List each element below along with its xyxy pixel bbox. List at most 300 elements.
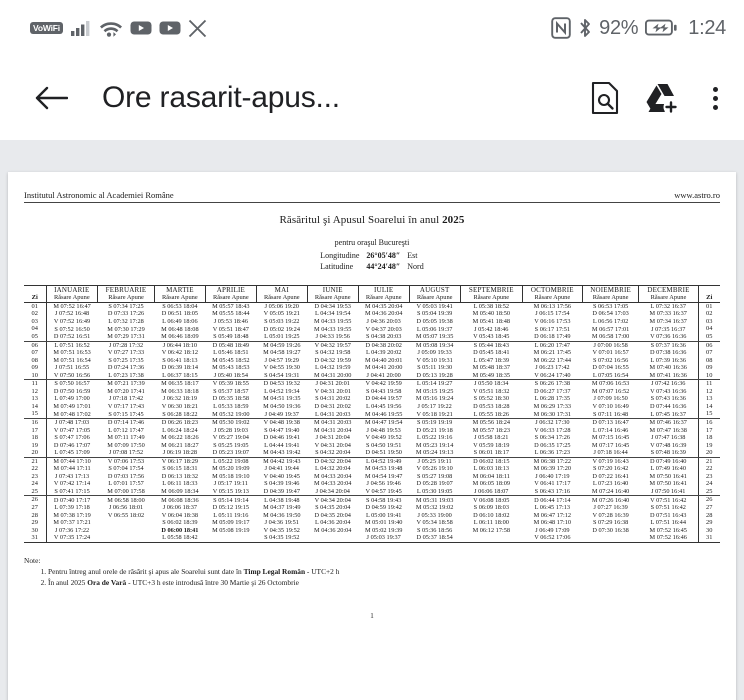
- table-subheader-rasare-apune: Răsare Apune: [522, 294, 582, 302]
- note-item: [48, 577, 720, 588]
- row-cell-aprilie: J 05:40 18:54: [205, 372, 256, 380]
- row-cell-iunie: S 04:35 20:04: [315, 504, 351, 512]
- row-cell-septembrie: S 06:09 18:03: [473, 504, 509, 512]
- row-cell-aprilie: S 05:14 19:14: [213, 496, 249, 504]
- row-day-left: 20: [24, 449, 46, 457]
- table-row: [24, 341, 720, 349]
- row-cell-august: V 05:10 19:31: [416, 356, 453, 364]
- row-cell-noiembrie: M 06:57 17:01: [591, 325, 630, 333]
- note-item: [48, 566, 720, 577]
- row-cell-septembrie: V 05:51 18:32: [473, 387, 510, 395]
- row-day-right: 07: [698, 349, 720, 357]
- row-cell-iunie: D 04:32 19:59: [314, 356, 351, 364]
- row-cell-noiembrie: V 07:01 16:57: [592, 349, 629, 357]
- row-day-right: 21: [698, 457, 720, 465]
- table-subheader-rasare-apune: Răsare Apune: [582, 294, 639, 302]
- row-day-left: 06: [24, 341, 46, 349]
- row-cell-noiembrie: L 07:05 16:54: [582, 372, 639, 380]
- row-day-left: 28: [24, 512, 46, 520]
- row-cell-octombrie: V 06:16 17:53: [534, 317, 571, 325]
- row-cell-octombrie: L 06:20 17:47: [534, 341, 571, 349]
- row-cell-martie: S 06:41 18:13: [162, 356, 198, 364]
- row-cell-februarie: M 07:00 17:58: [98, 488, 155, 496]
- row-day-left: 04: [24, 325, 46, 333]
- row-day-left: 19: [24, 442, 46, 450]
- row-cell-decembrie: M 07:46 16:37: [649, 419, 687, 427]
- row-day-right: 16: [698, 419, 720, 427]
- row-cell-ianuarie: D 07:50 16:59: [53, 387, 91, 395]
- row-day-right: 30: [698, 527, 720, 535]
- row-cell-ianuarie: M 07:51 16:53: [53, 349, 91, 357]
- row-cell-decembrie: D 07:44 16:36: [650, 402, 687, 410]
- row-cell-februarie: L 07:01 17:57: [108, 480, 144, 488]
- row-cell-iulie: J 05:03 19:37: [358, 534, 409, 542]
- document-title-year: 2025: [442, 214, 465, 226]
- table-row: [24, 534, 720, 542]
- row-cell-octombrie: M 06:21 17:45: [533, 349, 572, 357]
- row-cell-martie: M 06:33 18:18: [161, 387, 199, 395]
- row-cell-iunie: M 04:31 20:03: [314, 419, 352, 427]
- row-cell-februarie: M 06:58 18:00: [107, 496, 145, 504]
- row-day-left: 12: [24, 388, 46, 396]
- row-day-right: 26: [698, 496, 720, 504]
- table-header-month-martie: MARTIE: [154, 285, 205, 294]
- row-cell-martie: V 06:04 18:38: [161, 511, 199, 519]
- row-cell-iunie: M 04:33 19:55: [314, 317, 352, 325]
- row-cell-octombrie: J 06:32 17:30: [535, 419, 570, 427]
- row-cell-iunie: D 04:31 20:02: [314, 402, 351, 410]
- row-cell-septembrie: J 05:42 18:46: [474, 325, 509, 333]
- table-row: [24, 519, 720, 527]
- row-cell-noiembrie: M 07:17 16:45: [591, 441, 630, 449]
- latitude-value: 44°24′48″: [366, 262, 401, 272]
- row-day-right: 08: [698, 357, 720, 365]
- row-cell-noiembrie: J 07:00 16:58: [593, 341, 628, 349]
- row-cell-aprilie: M 05:09 19:17: [212, 519, 250, 527]
- table-row: [24, 488, 720, 496]
- row-cell-octombrie: M 06:39 17:20: [533, 465, 572, 473]
- row-cell-noiembrie: J 07:18 16:44: [582, 449, 639, 457]
- row-cell-februarie: J 07:28 17:32: [108, 341, 144, 349]
- row-day-left: 16: [24, 419, 46, 427]
- row-cell-decembrie: M 07:33 16:37: [649, 310, 687, 318]
- row-cell-martie: V 06:42 18:12: [161, 349, 199, 357]
- row-cell-aprilie: [205, 534, 256, 542]
- row-day-left: 11: [24, 380, 46, 388]
- row-cell-iulie: M 04:41 20:00: [364, 364, 403, 372]
- row-day-left: 27: [24, 504, 46, 512]
- row-cell-martie: M 06:46 18:09: [154, 333, 205, 341]
- row-cell-aprilie: M 05:57 18:43: [212, 302, 250, 310]
- row-cell-noiembrie: M 07:07 16:52: [591, 387, 630, 395]
- row-cell-ianuarie: S 07:52 16:50: [54, 325, 90, 333]
- row-cell-august: D 05:05 19:38: [416, 317, 453, 325]
- row-cell-aprilie: J 05:28 19:03: [213, 426, 248, 434]
- row-cell-octombrie: D 06:27 17:37: [534, 387, 571, 395]
- row-day-right: 13: [698, 395, 720, 403]
- row-cell-mai: V 04:35 19:52: [263, 526, 300, 534]
- latitude-label: Latitudine: [320, 262, 354, 272]
- row-cell-octombrie: V 06:24 17:40: [522, 372, 582, 380]
- row-cell-septembrie: V 06:08 18:05: [473, 496, 510, 504]
- row-cell-mai: M 04:50 19:36: [263, 402, 301, 410]
- row-cell-august: J 05:17 19:22: [417, 402, 452, 410]
- row-cell-octombrie: M 06:29 17:33: [533, 402, 572, 410]
- row-cell-februarie: J 07:08 17:52: [98, 449, 155, 457]
- row-day-left: 17: [24, 427, 46, 435]
- row-day-right: 01: [698, 302, 720, 310]
- row-cell-ianuarie: D 07:40 17:17: [53, 496, 91, 504]
- row-cell-iulie: M 04:53 19:48: [364, 465, 403, 473]
- row-cell-iunie: J 04:34 20:04: [307, 488, 358, 496]
- note-2-text-b: Ora de Vară: [87, 577, 127, 587]
- row-cell-septembrie: J 05:50 18:34: [474, 380, 509, 388]
- row-cell-februarie: D 07:14 17:46: [107, 419, 145, 427]
- row-cell-februarie: D 07:24 17:36: [107, 364, 145, 372]
- row-cell-iulie: D 04:59 19:42: [365, 504, 402, 512]
- row-cell-iunie: V 04:31 20:01: [314, 387, 351, 395]
- pdf-viewer[interactable]: [0, 140, 744, 700]
- table-row: [24, 527, 720, 535]
- row-cell-august: M 05:24 19:13: [409, 449, 460, 457]
- row-cell-februarie: M 07:09 17:50: [107, 441, 145, 449]
- row-day-right: 06: [698, 341, 720, 349]
- row-cell-august: S 05:36 18:56: [416, 526, 453, 534]
- more-options-icon[interactable]: [705, 83, 726, 114]
- row-cell-iunie: M 04:31 20:00: [307, 372, 358, 380]
- table-header-zi-left: [24, 285, 46, 294]
- row-cell-august: M 05:31 19:03: [415, 496, 454, 504]
- row-cell-august: V 05:34 18:58: [416, 519, 453, 527]
- back-arrow-icon[interactable]: [34, 84, 68, 112]
- row-cell-martie: M 06:35 18:17: [161, 380, 199, 388]
- row-cell-ianuarie: D 07:52 16:51: [46, 333, 98, 341]
- row-day-right: 23: [698, 473, 720, 481]
- row-cell-octombrie: J 06:40 17:19: [535, 472, 570, 480]
- document-title: [24, 214, 720, 226]
- row-cell-mai: D 04:53 19:32: [263, 380, 300, 388]
- table-header-zi-right: [698, 285, 720, 294]
- row-cell-mai: J 04:41 19:44: [264, 465, 299, 473]
- status-bar-left-icons: [30, 19, 207, 38]
- row-cell-octombrie: M 06:47 17:12: [533, 511, 572, 519]
- row-cell-ianuarie: D 07:46 17:07: [53, 441, 91, 449]
- table-row: [24, 465, 720, 473]
- row-cell-ianuarie: J 07:52 16:48: [54, 310, 90, 318]
- row-cell-iulie: J 04:36 20:03: [366, 317, 401, 325]
- row-cell-martie: D 06:51 18:05: [161, 310, 199, 318]
- row-cell-octombrie: M 06:48 17:10: [533, 519, 572, 527]
- row-cell-mai: J 04:49 19:37: [256, 410, 307, 418]
- battery-charging-icon: [645, 18, 677, 38]
- document-header: [24, 190, 720, 203]
- coordinates: [320, 250, 423, 273]
- table-row: [24, 388, 720, 396]
- row-cell-februarie: S 07:34 17:25: [108, 302, 144, 310]
- row-cell-ianuarie: J 07:43 17:13: [54, 472, 90, 480]
- row-cell-iunie: L 04:36 20:04: [315, 519, 351, 527]
- row-day-right: 25: [698, 488, 720, 496]
- row-cell-august: V 05:18 19:21: [409, 410, 460, 418]
- row-cell-mai: M 04:37 19:49: [263, 504, 301, 512]
- table-row: [24, 410, 720, 418]
- row-cell-noiembrie: M 07:24 16:40: [582, 488, 639, 496]
- row-day-right: 10: [698, 372, 720, 380]
- row-cell-august: V 05:03 19:41: [416, 302, 453, 310]
- row-cell-iulie: S 04:50 19:51: [366, 441, 402, 449]
- row-cell-februarie: M 07:11 17:49: [107, 434, 145, 442]
- row-day-left: 26: [24, 496, 46, 504]
- row-cell-aprilie: J 05:17 19:11: [213, 480, 248, 488]
- row-cell-martie: M 06:08 18:36: [161, 496, 199, 504]
- row-day-left: 15: [24, 410, 46, 418]
- row-cell-iulie: D 04:44 19:57: [365, 395, 402, 403]
- row-cell-mai: J 05:06 19:20: [264, 302, 299, 310]
- row-cell-noiembrie: [582, 534, 639, 542]
- row-cell-septembrie: M 05:41 18:48: [472, 317, 511, 325]
- table-row: [24, 504, 720, 512]
- row-cell-aprilie: L 05:33 18:59: [213, 402, 249, 410]
- row-cell-august: M 05:15 19:25: [415, 387, 454, 395]
- row-cell-ianuarie: M 07:37 17:21: [53, 519, 91, 527]
- row-cell-iunie: D 04:35 20:04: [314, 511, 351, 519]
- row-cell-octombrie: S 06:34 17:26: [534, 434, 571, 442]
- website-label: www.astro.ro: [674, 190, 720, 200]
- row-cell-noiembrie: D 07:04 16:55: [592, 364, 629, 372]
- row-day-right: 15: [698, 410, 720, 418]
- row-cell-octombrie: M 06:38 17:22: [533, 457, 572, 465]
- row-day-left: 22: [24, 465, 46, 473]
- row-cell-august: D 05:37 18:54: [409, 534, 460, 542]
- table-row: [24, 403, 720, 411]
- table-subheader-rasare-apune: Răsare Apune: [307, 294, 358, 302]
- row-cell-septembrie: [460, 534, 522, 542]
- table-row: [24, 310, 720, 318]
- row-cell-iulie: L 04:45 19:56: [365, 402, 402, 410]
- row-cell-martie: S 06:53 18:04: [162, 302, 198, 310]
- table-row: [24, 512, 720, 520]
- row-cell-august: M 05:23 19:14: [415, 441, 454, 449]
- row-cell-februarie: D 07:33 17:26: [107, 310, 145, 318]
- table-row: [24, 480, 720, 488]
- row-cell-martie: L 06:11 18:33: [162, 480, 198, 488]
- row-day-right: 14: [698, 403, 720, 411]
- table-row: [24, 434, 720, 442]
- row-cell-mai: J 04:57 19:29: [264, 356, 299, 364]
- row-cell-iunie: [307, 534, 358, 542]
- row-day-right: 29: [698, 519, 720, 527]
- row-cell-august: S 05:27 19:08: [416, 472, 453, 480]
- table-row: [24, 372, 720, 380]
- youtube-music-icon: [159, 20, 181, 36]
- row-day-right: 09: [698, 364, 720, 372]
- row-cell-iunie: L 04:34 19:54: [315, 310, 351, 318]
- row-cell-august: V 05:26 19:10: [416, 465, 453, 473]
- row-cell-iulie: V 04:42 19:59: [365, 380, 402, 388]
- row-cell-septembrie: J 05:58 18:21: [474, 434, 509, 442]
- row-cell-septembrie: M 06:12 17:58: [472, 526, 511, 534]
- row-day-right: 11: [698, 380, 720, 388]
- row-cell-aprilie: L 05:22 19:08: [213, 457, 249, 465]
- row-day-left: 10: [24, 372, 46, 380]
- row-day-left: 29: [24, 519, 46, 527]
- row-cell-mai: S 04:47 19:40: [264, 426, 300, 434]
- page-title: Ore rasarit-apus...: [102, 81, 340, 114]
- row-cell-octombrie: L 06:28 17:35: [534, 395, 571, 403]
- row-cell-ianuarie: L 07:45 17:09: [46, 449, 98, 457]
- row-cell-septembrie: S 06:01 18:17: [460, 449, 522, 457]
- row-cell-aprilie: M 05:55 18:44: [212, 310, 250, 318]
- row-cell-februarie: V 07:06 17:53: [107, 457, 145, 465]
- row-cell-mai: M 04:42 19:43: [263, 457, 301, 465]
- table-row: [24, 419, 720, 427]
- row-cell-noiembrie: L 07:23 16:40: [592, 480, 629, 488]
- row-cell-noiembrie: S 07:20 16:42: [592, 465, 629, 473]
- row-cell-mai: M 04:59 19:26: [263, 341, 301, 349]
- row-cell-ianuarie: V 07:35 17:24: [46, 534, 98, 542]
- table-row: [24, 364, 720, 372]
- row-cell-martie: J 06:44 18:10: [162, 341, 198, 349]
- row-day-left: 09: [24, 364, 46, 372]
- row-cell-martie: J 06:06 18:37: [162, 504, 198, 512]
- note-1-text-b: Timp Legal Român: [243, 566, 306, 576]
- row-cell-noiembrie: L 06:56 17:02: [592, 317, 629, 325]
- table-row: [24, 302, 720, 310]
- status-bar-right-icons: [551, 17, 726, 40]
- row-cell-noiembrie: V 07:19 16:43: [592, 457, 629, 465]
- row-cell-octombrie: S 06:26 17:38: [534, 380, 571, 388]
- row-day-left: 24: [24, 480, 46, 488]
- row-cell-aprilie: D 05:23 19:07: [205, 449, 256, 457]
- row-cell-august: L 05:06 19:37: [416, 325, 453, 333]
- row-cell-noiembrie: V 07:10 16:49: [592, 402, 629, 410]
- row-cell-iunie: V 04:32 19:57: [314, 341, 351, 349]
- table-subheader-rasare-apune: Răsare Apune: [46, 294, 98, 302]
- row-cell-decembrie: L 07:39 16:36: [650, 356, 686, 364]
- row-cell-aprilie: D 05:12 19:15: [212, 504, 250, 512]
- signal-icon: [70, 19, 92, 37]
- row-cell-mai: L 05:01 19:25: [256, 333, 307, 341]
- row-cell-februarie: S 07:25 17:35: [108, 356, 144, 364]
- row-cell-martie: S 06:15 18:31: [162, 465, 198, 473]
- row-cell-iunie: V 04:34 20:04: [314, 496, 351, 504]
- table-header-month-ianuarie: IANUARIE: [46, 285, 98, 294]
- notes-label: Note:: [24, 555, 41, 565]
- row-day-left: 23: [24, 473, 46, 481]
- row-cell-mai: D 04:39 19:47: [256, 488, 307, 496]
- row-cell-martie: M 06:22 18:26: [161, 434, 199, 442]
- row-cell-septembrie: M 06:04 18:11: [472, 472, 510, 480]
- longitude-value: 26°05′48″: [366, 250, 401, 260]
- row-cell-aprilie: V 05:27 19:04: [212, 434, 249, 442]
- row-cell-decembrie: V 07:43 16:36: [650, 387, 687, 395]
- row-cell-septembrie: L 05:55 18:26: [460, 410, 522, 418]
- row-cell-mai: M 04:43 19:42: [256, 449, 307, 457]
- row-cell-februarie: S 07:15 17:45: [98, 410, 155, 418]
- clock-label: 1:24: [688, 16, 726, 39]
- row-cell-august: L 05:22 19:16: [416, 434, 453, 442]
- table-subheader-rasare-apune: Răsare Apune: [205, 294, 256, 302]
- row-cell-august: S 05:11 19:30: [417, 364, 453, 372]
- row-cell-aprilie: M 05:20 19:09: [212, 465, 250, 473]
- row-cell-iulie: M 05:01 19:40: [364, 519, 403, 527]
- row-cell-iunie: J 04:33 19:56: [307, 333, 358, 341]
- row-cell-aprilie: S 05:37 18:57: [213, 387, 249, 395]
- longitude-direction: Est: [407, 250, 418, 260]
- add-to-drive-icon[interactable]: [645, 82, 679, 114]
- row-cell-decembrie: V 07:51 16:42: [650, 496, 687, 504]
- row-cell-iunie: M 04:33 20:04: [314, 480, 352, 488]
- row-cell-august: J 05:09 19:33: [417, 349, 452, 357]
- row-day-right: 05: [698, 333, 720, 341]
- table-row: [24, 395, 720, 403]
- row-cell-noiembrie: S 06:53 17:05: [592, 302, 629, 310]
- row-cell-noiembrie: D 07:30 16:38: [592, 526, 629, 534]
- table-header-month-iulie: IULIE: [358, 285, 409, 294]
- row-cell-noiembrie: M 06:58 17:00: [582, 333, 639, 341]
- row-cell-aprilie: M 05:08 19:19: [212, 526, 250, 534]
- row-cell-decembrie: L 07:32 16:37: [650, 302, 686, 310]
- row-cell-decembrie: J 07:50 16:41: [639, 488, 698, 496]
- row-cell-noiembrie: J 07:27 16:39: [593, 504, 628, 512]
- row-cell-martie: J 06:19 18:28: [154, 449, 205, 457]
- row-cell-februarie: M 07:20 17:41: [107, 387, 145, 395]
- table-head: [24, 285, 720, 302]
- table-row: [24, 380, 720, 388]
- row-cell-noiembrie: M 07:26 16:40: [591, 496, 630, 504]
- row-cell-decembrie: M 07:50 16:41: [649, 480, 687, 488]
- row-cell-aprilie: S 05:25 19:05: [213, 441, 249, 449]
- search-document-icon[interactable]: [591, 81, 619, 115]
- row-cell-februarie: [98, 527, 155, 535]
- row-cell-martie: M 06:21 18:27: [161, 441, 199, 449]
- row-cell-octombrie: M 06:30 17:31: [522, 410, 582, 418]
- row-cell-februarie: L 07:23 17:38: [98, 372, 155, 380]
- table-row: [24, 449, 720, 457]
- row-cell-octombrie: J 06:23 17:42: [535, 364, 570, 372]
- row-cell-ianuarie: S 07:50 16:57: [54, 380, 90, 388]
- row-cell-octombrie: J 06:49 17:09: [535, 526, 570, 534]
- row-cell-octombrie: L 06:36 17:23: [522, 449, 582, 457]
- table-header-month-decembrie: DECEMBRIE: [639, 285, 698, 294]
- row-cell-decembrie: M 07:34 16:37: [649, 317, 687, 325]
- row-cell-decembrie: M 07:41 16:36: [639, 372, 698, 380]
- row-cell-decembrie: S 07:51 16:42: [650, 504, 686, 512]
- x-icon: [188, 19, 207, 38]
- table-header-month-noiembrie: NOIEMBRIE: [582, 285, 639, 294]
- row-cell-decembrie: M 07:50 16:41: [649, 472, 687, 480]
- bluetooth-icon: [578, 17, 592, 39]
- table-row: [24, 325, 720, 333]
- row-cell-iulie: M 04:35 20:04: [364, 302, 403, 310]
- row-day-left: 08: [24, 357, 46, 365]
- row-cell-aprilie: D 05:35 18:58: [212, 395, 250, 403]
- row-cell-iunie: M 04:33 20:04: [314, 472, 352, 480]
- row-cell-martie: S 06:02 18:39: [162, 519, 198, 527]
- row-cell-iulie: M 04:40 20:01: [364, 356, 403, 364]
- table-sub-header-row: [24, 294, 720, 302]
- row-cell-iunie: L 04:31 20:03: [307, 410, 358, 418]
- row-cell-iulie: D 04:51 19:50: [358, 449, 409, 457]
- row-cell-septembrie: D 05:53 18:28: [473, 402, 510, 410]
- row-cell-iunie: S 04:32 20:04: [307, 449, 358, 457]
- row-cell-iulie: M 04:54 19:47: [364, 472, 403, 480]
- row-cell-noiembrie: S 07:02 16:56: [592, 356, 629, 364]
- row-cell-septembrie: D 06:10 18:02: [473, 511, 510, 519]
- row-day-right: 27: [698, 504, 720, 512]
- row-cell-martie: M 06:48 18:08: [161, 325, 199, 333]
- table-row: [24, 318, 720, 326]
